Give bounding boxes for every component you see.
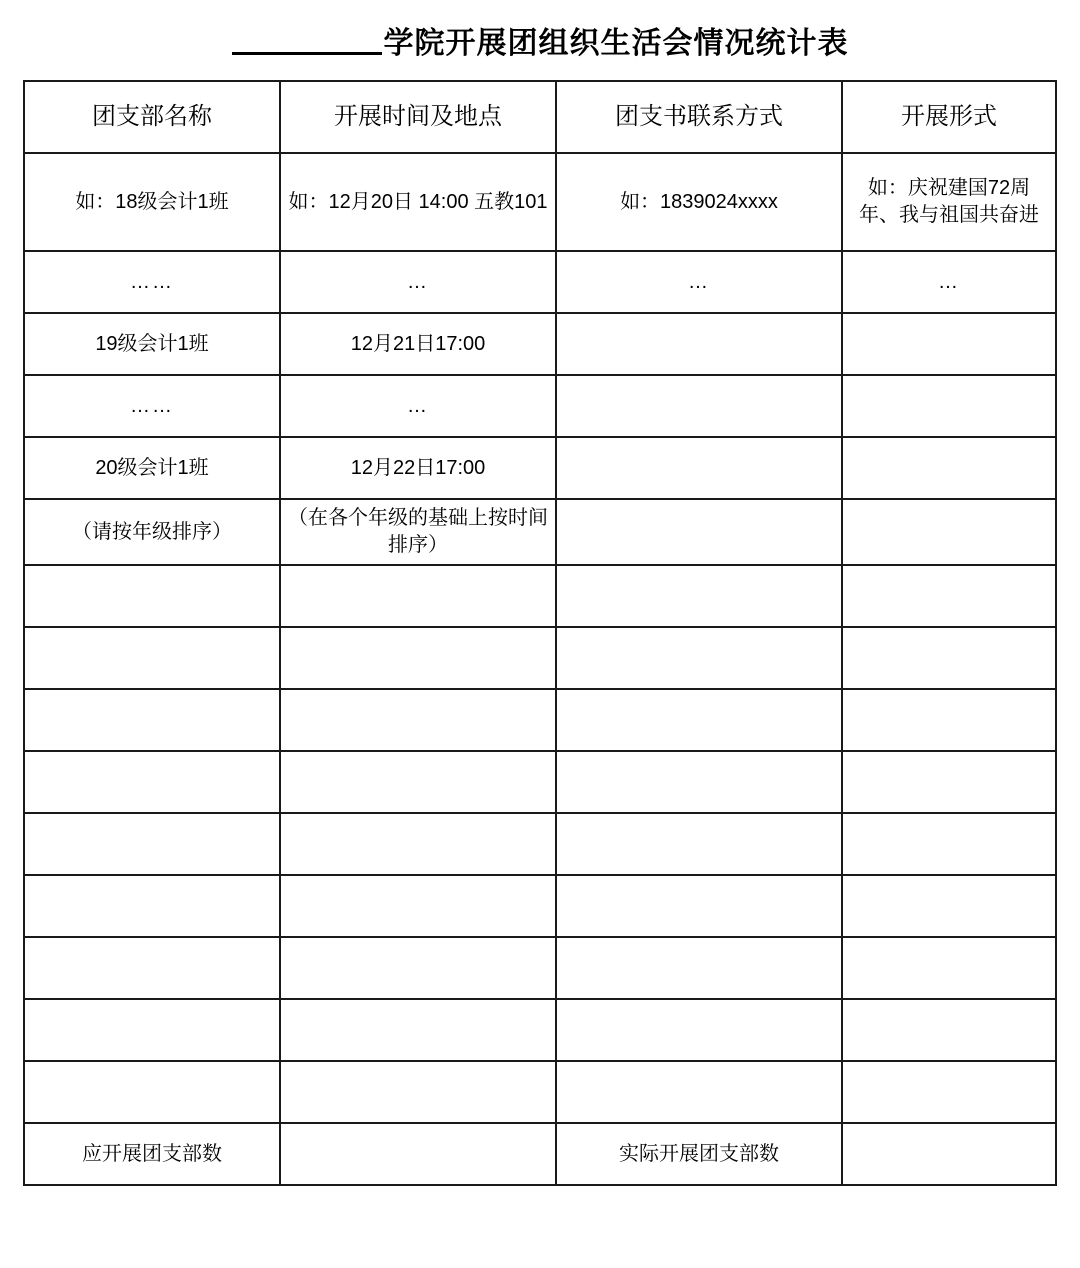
value-expected-branch-count[interactable] — [280, 1123, 556, 1185]
cell-time-place[interactable]: 12月22日17:00 — [280, 437, 556, 499]
cell-time-place-note[interactable]: （在各个年级的基础上按时间排序） — [280, 499, 556, 565]
table-row — [24, 313, 1056, 375]
table-header-branch-name: 团支部名称 — [24, 81, 280, 153]
cell-time-place[interactable] — [280, 565, 556, 627]
cell-format[interactable] — [842, 875, 1056, 937]
cell-branch-name[interactable]: 19级会计1班 — [24, 313, 280, 375]
cell-branch-name[interactable] — [24, 1061, 280, 1123]
table-row — [24, 437, 1056, 499]
label-expected-branch-count: 应开展团支部数 — [24, 1123, 280, 1185]
table-row — [24, 499, 1056, 565]
cell-contact[interactable] — [556, 499, 842, 565]
title-blank-underline — [232, 32, 382, 55]
cell-time-place[interactable]: … — [280, 251, 556, 313]
page-title-text: 学院开展团组织生活会情况统计表 — [383, 27, 849, 60]
cell-format[interactable] — [842, 689, 1056, 751]
cell-time-place[interactable] — [280, 751, 556, 813]
cell-branch-name[interactable] — [24, 565, 280, 627]
table-row-totals — [24, 1123, 1056, 1185]
cell-contact[interactable] — [556, 999, 842, 1061]
cell-branch-name[interactable] — [24, 751, 280, 813]
table-row — [24, 375, 1056, 437]
cell-time-place-line1: 如：12月20日 14:00 五教101 — [288, 190, 548, 213]
cell-branch-name[interactable] — [24, 627, 280, 689]
statistics-table — [23, 80, 1057, 1186]
cell-time-place[interactable] — [280, 813, 556, 875]
cell-time-place[interactable]: 12月21日17:00 — [280, 313, 556, 375]
cell-format[interactable] — [842, 565, 1056, 627]
cell-time-place[interactable] — [280, 937, 556, 999]
cell-format[interactable] — [842, 751, 1056, 813]
cell-branch-name[interactable] — [24, 999, 280, 1061]
cell-branch-name[interactable]: …… — [24, 375, 280, 437]
cell-branch-name[interactable] — [24, 937, 280, 999]
cell-time-place[interactable] — [280, 153, 556, 251]
table-header-row — [24, 81, 1056, 153]
cell-format[interactable] — [842, 937, 1056, 999]
cell-contact[interactable] — [556, 1061, 842, 1123]
cell-contact[interactable] — [556, 875, 842, 937]
cell-contact[interactable] — [556, 937, 842, 999]
table-row — [24, 813, 1056, 875]
cell-branch-name[interactable] — [24, 875, 280, 937]
table-body — [24, 153, 1056, 1185]
cell-time-place[interactable] — [280, 999, 556, 1061]
table-row — [24, 937, 1056, 999]
table-row — [24, 875, 1056, 937]
table-row — [24, 153, 1056, 251]
table-row — [24, 999, 1056, 1061]
table-row — [24, 565, 1056, 627]
cell-contact[interactable] — [556, 313, 842, 375]
cell-format[interactable] — [842, 627, 1056, 689]
cell-format[interactable] — [842, 313, 1056, 375]
table-row — [24, 751, 1056, 813]
table-header-format: 开展形式 — [842, 81, 1056, 153]
cell-contact[interactable] — [556, 565, 842, 627]
cell-branch-name[interactable]: …… — [24, 251, 280, 313]
cell-contact[interactable] — [556, 751, 842, 813]
cell-format[interactable] — [842, 437, 1056, 499]
cell-format[interactable] — [842, 999, 1056, 1061]
cell-time-place[interactable] — [280, 689, 556, 751]
table-row — [24, 1061, 1056, 1123]
cell-contact[interactable] — [556, 375, 842, 437]
cell-format[interactable] — [842, 499, 1056, 565]
cell-branch-name[interactable] — [24, 689, 280, 751]
cell-contact[interactable] — [556, 813, 842, 875]
cell-format[interactable] — [842, 375, 1056, 437]
cell-branch-name-note[interactable]: （请按年级排序） — [24, 499, 280, 565]
cell-time-place[interactable] — [280, 875, 556, 937]
cell-format[interactable]: … — [842, 251, 1056, 313]
cell-branch-name[interactable]: 20级会计1班 — [24, 437, 280, 499]
cell-contact[interactable]: 如：1839024xxxx — [556, 153, 842, 251]
table-header-time-place: 开展时间及地点 — [280, 81, 556, 153]
page-title — [0, 0, 1080, 80]
table-header-contact: 团支书联系方式 — [556, 81, 842, 153]
value-actual-branch-count[interactable] — [842, 1123, 1056, 1185]
cell-contact[interactable] — [556, 437, 842, 499]
table-row — [24, 689, 1056, 751]
cell-branch-name[interactable] — [24, 813, 280, 875]
cell-branch-name[interactable]: 如：18级会计1班 — [24, 153, 280, 251]
cell-contact[interactable]: … — [556, 251, 842, 313]
cell-time-place[interactable]: … — [280, 375, 556, 437]
cell-format[interactable]: 如：庆祝建国72周年、我与祖国共奋进 — [842, 153, 1056, 251]
label-actual-branch-count: 实际开展团支部数 — [556, 1123, 842, 1185]
cell-format[interactable] — [842, 813, 1056, 875]
cell-contact[interactable] — [556, 627, 842, 689]
table-row — [24, 251, 1056, 313]
cell-time-place[interactable] — [280, 627, 556, 689]
cell-format[interactable] — [842, 1061, 1056, 1123]
cell-contact[interactable] — [556, 689, 842, 751]
table-row — [24, 627, 1056, 689]
cell-time-place[interactable] — [280, 1061, 556, 1123]
